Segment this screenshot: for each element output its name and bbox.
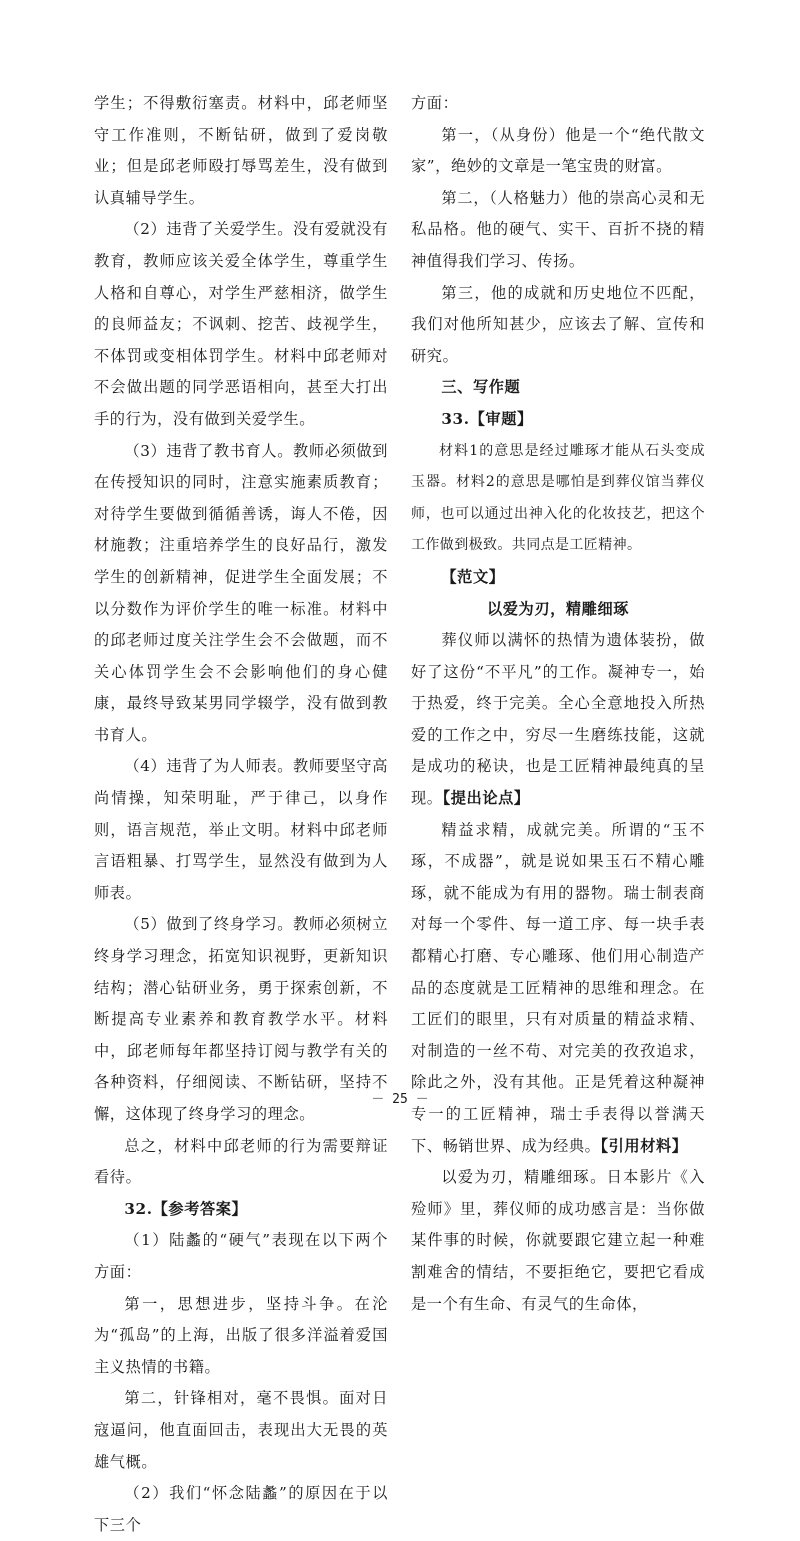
essay-paragraph-1-text: 葬仪师以满怀的热情为遗体装扮，做好了这份“不平凡”的工作。凝神专一，始于热爱，终于完美。全心全意地投入所热爱的工作之中，穷尽一生磨练技能，这就是成功的秘诀，也是工匠精神最纯真的呈现。 — [411, 631, 705, 808]
q32-part-1: （1）陆蠡的“硬气”表现在以下两个方面： — [94, 1231, 388, 1281]
right-column — [411, 88, 705, 1320]
page-number: － 25 － — [371, 1092, 429, 1107]
essay-tag-thesis: 【提出论点】 — [442, 789, 530, 808]
essay-paragraph-3: 以爱为刃，精雕细琢。日本影片《入殓师》里，葬仪师的成功感言是：当你做某件事的时候，你就要跟它建立起一种难割难舍的情结，不要拒绝它，要把它看成是一个有生命、有灵气的生命体， — [411, 1168, 705, 1313]
essay-paragraph-1 — [411, 625, 705, 815]
q32-second-point: 第二，针锋相对，毫不畏惧。面对日寇逼问，他直面回击，表现出大无畏的英雄气概。 — [94, 1389, 388, 1471]
question-32-label: 32.【参考答案】 — [124, 1199, 248, 1218]
paragraph-lifelong-learning: （5）做到了终身学习。教师必须树立终身学习理念，拓宽知识视野，更新知识结构；潜心钻研业务，勇于探索创新，不断提高专业素养和教育教学水平。材料中，邱老师每年都坚持订阅与教学有关的各种资料，仔细阅读、不断钻研，坚持不懈，这体现了终身学习的理念。 — [94, 915, 388, 1123]
q32-part-2-continuation: 方面： — [411, 94, 459, 112]
paragraph-summary: 总之，材料中邱老师的行为需要辩证看待。 — [94, 1136, 388, 1187]
section-heading-writing: 三、写作题 — [441, 378, 521, 397]
q32-first-point: 第一，思想进步，坚持斗争。在沦为“孤岛”的上海，出版了很多洋溢着爱国主义热情的书籍。 — [94, 1294, 388, 1376]
paragraph-teach-educate: （3）违背了教书育人。教师必须做到在传授知识的同时，注意实施素质教育；对待学生要做到循循善诱，诲人不倦，因材施教；注重培养学生的良好品行，激发学生的创新精神，促进学生全面发展；不以分数作为评价学生的唯一标准。材料中的邱老师过度关注学生会不会做题，而不关心体罚学生会不会影响他们的身心健康，最终导致某男同学辍学，没有做到教书育人。 — [94, 441, 388, 744]
essay-paragraph-2 — [411, 815, 705, 1163]
essay-tag-citation: 【引用材料】 — [600, 1136, 688, 1155]
model-essay-label: 【范文】 — [441, 567, 505, 586]
question-33-label: 33.【审题】 — [441, 409, 533, 428]
q33-analysis: 材料1的意思是经过雕琢才能从石头变成玉器。材料2的意思是哪怕是到葬仪馆当葬仪师，也可以通过出神入化的化妆技艺，把这个工作做到极致。共同点是工匠精神。 — [411, 442, 705, 554]
left-column — [94, 88, 388, 1541]
essay-title: 以爱为刃，精雕细琢 — [486, 599, 630, 618]
paragraph-role-model: （4）违背了为人师表。教师要坚守高尚情操，知荣明耻，严于律己，以身作则，语言规范，举止文明。材料中邱老师言语粗暴、打骂学生，显然没有做到为人师表。 — [94, 757, 388, 902]
q32-part-2: （2）我们“怀念陆蠡”的原因在于以下三个 — [94, 1484, 388, 1534]
q32-reason-2: 第二，（人格魅力）他的崇高心灵和无私品格。他的硬气、实干、百折不挠的精神值得我们学习、传扬。 — [411, 188, 705, 270]
paragraph-care-students: （2）违背了关爱学生。没有爱就没有教育，教师应该关爱全体学生，尊重学生人格和自尊心，对学生严慈相济，做学生的良师益友；不讽刺、挖苦、歧视学生，不体罚或变相体罚学生。材料中邱老师对不会做出题的同学恶语相向，甚至大打出手的行为，没有做到关爱学生。 — [94, 220, 388, 428]
q32-reason-3: 第三，他的成就和历史地位不匹配，我们对他所知甚少，应该去了解、宣传和研究。 — [411, 283, 705, 365]
q32-reason-1: 第一，（从身份）他是一个“绝代散文家”，绝妙的文章是一笔宝贵的财富。 — [411, 125, 705, 176]
essay-paragraph-2-text: 精益求精，成就完美。所谓的“玉不琢，不成器”，就是说如果玉石不精心雕琢，就不能成为有用的器物。瑞士制表商对每一个零件、每一道工序、每一块手表都精心打磨、专心雕琢、他们用心制造产品的态度就是工匠精神的思维和理念。在工匠们的眼里，只有对质量的精益求精、对制造的一丝不苟、对完美的孜孜追求，除此之外，没有其他。正是凭着这种凝神专一的工匠精神，瑞士手表得以誉满天下、畅销世界、成为经典。 — [411, 820, 705, 1155]
paragraph-continuation: 学生；不得敷衍塞责。材料中，邱老师坚守工作准则，不断钻研，做到了爱岗敬业；但是邱老师殴打辱骂差生，没有做到认真辅导学生。 — [94, 94, 388, 207]
